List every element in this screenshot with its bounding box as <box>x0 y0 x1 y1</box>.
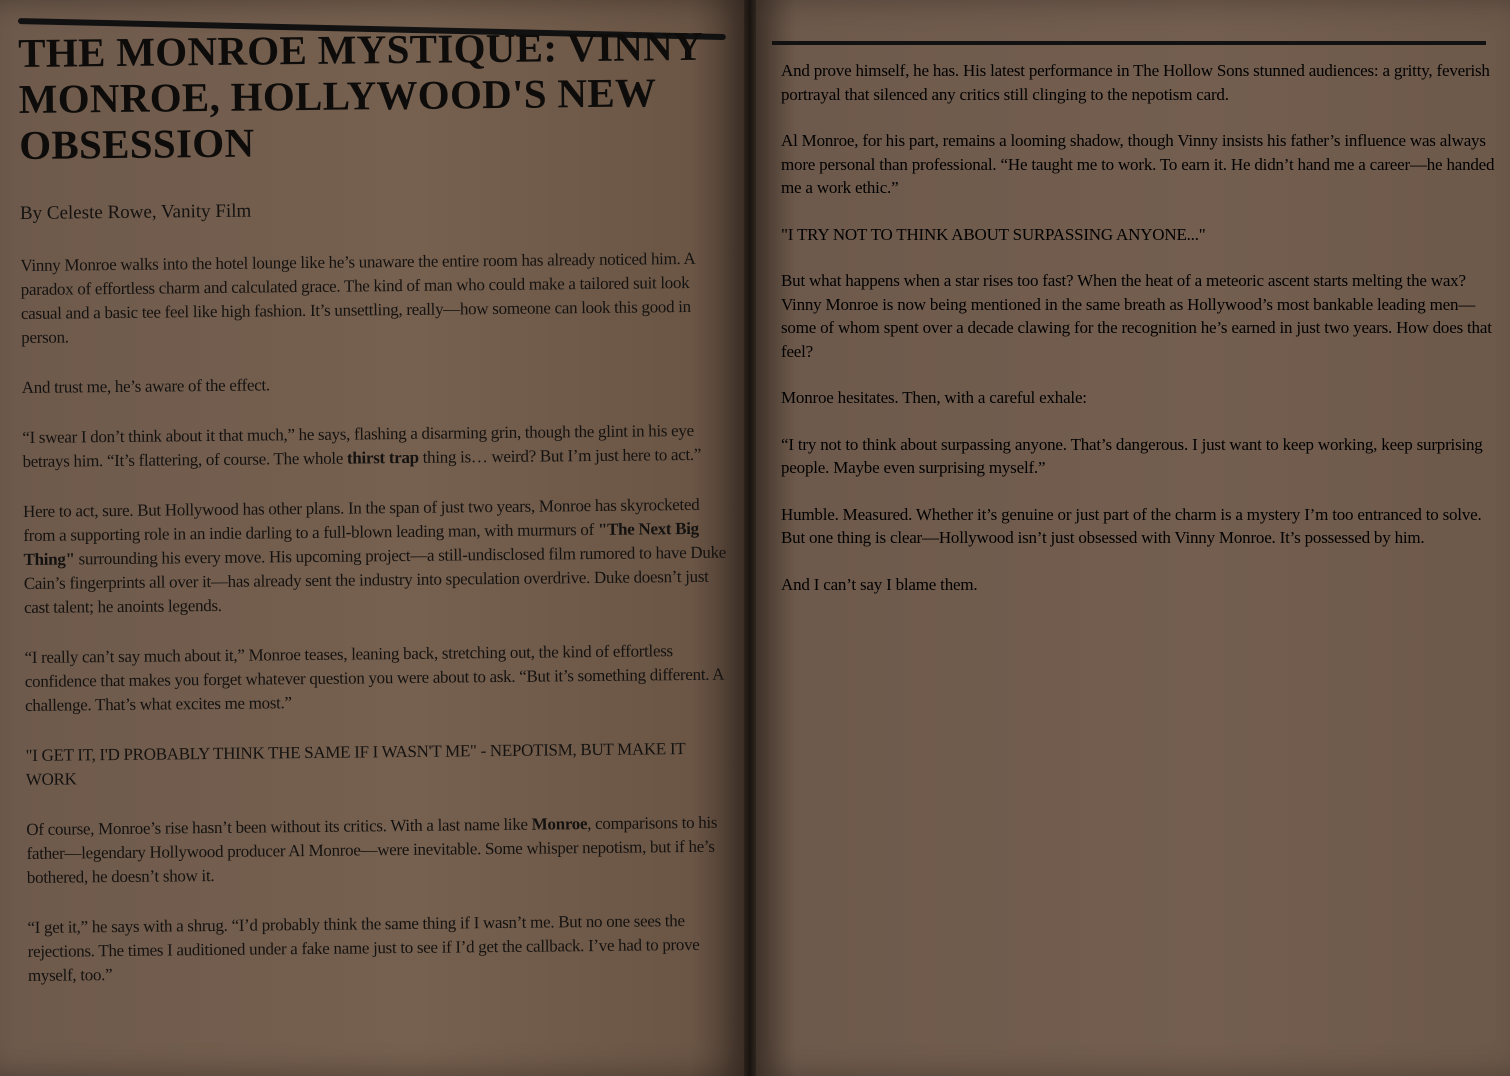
paragraph-text: Here to act, sure. But Hollywood has other plans. In the span of just two years, Monroe has skyrocketed from a supporting role in an indie darling to a full-blown leading man, with murmurs of <box>22 494 700 545</box>
paragraph-thirst-trap <box>22 419 734 474</box>
paragraph-aware: And trust me, he’s aware of the effect. <box>21 375 270 397</box>
left-body-text <box>20 247 740 988</box>
paragraph-text: surrounding his every move. His upcoming project—a still-undisclosed film rumored to have Duke Cain’s fingerprints all over it—has already sent the industry into speculation overdrive. Duke doesn’t just cast talent; he anoints legends. <box>23 542 727 617</box>
paragraph-critics <box>26 811 739 890</box>
bold-phrase: Monroe <box>531 814 588 834</box>
bold-phrase: thirst trap <box>346 447 419 468</box>
paragraph-get-it: “I get it,” he says with a shrug. “I’d probably think the same thing if I wasn’t me. But no one sees the rejections. The times I auditioned under a fake name just to see if I’d get the callback. I’ve had to prove myself, too.” <box>27 911 700 985</box>
paragraph-text: , comparisons to his father—legendary Hollywood producer Al Monroe—were inevitable. Some whisper nepotism, but if he’s bothered, he doesn’t show it. <box>26 812 718 887</box>
bold-phrase: "The Next Big Thing" <box>23 518 699 569</box>
pullquote-nepotism: "I GET IT, I'D PROBABLY THINK THE SAME IF I WASN'T ME" - NEPOTISM, BUT MAKE IT WORK <box>25 739 686 789</box>
paragraph-teases: “I really can’t say much about it,” Monroe teases, leaning back, stretching out, the kind of effortless confidence that makes you forget whatever question you were about to ask. “But it’s something different. A challenge. That’s what excites me most.” <box>24 641 724 715</box>
left-page <box>0 0 750 1076</box>
right-article-column <box>781 59 1503 619</box>
paragraph-hollywood-plans <box>23 493 736 620</box>
article-headline: THE MONROE MYSTIQUE: VINNY MONROE, HOLLYWOOD'S NEW OBSESSION <box>18 22 702 168</box>
paragraph-hesitates: Monroe hesitates. Then, with a careful exhale: <box>781 388 1087 407</box>
paragraph-star-rises: But what happens when a star rises too fast? When the heat of a meteoric ascent starts melting the wax? Vinny Monroe is now being mentioned in the same breath as Hollywood’s most bankable leading men—some of whom spent over a decade clawing for the recognition he’s earned in just two years. How does that feel? <box>781 271 1492 361</box>
paragraph-closing: And I can’t say I blame them. <box>781 574 978 594</box>
paragraph-prove-himself: And prove himself, he has. His latest performance in The Hollow Sons stunned audiences: a gritty, feverish portrayal that silenced any critics still clinging to the nepotism card. <box>781 61 1490 104</box>
paragraph-quote-surpassing: “I try not to think about surpassing anyone. That’s dangerous. I just want to keep working, keep surprising people. Maybe even surprising myself.” <box>781 434 1483 477</box>
paragraph-text: “I swear I don’t think about it that much,” he says, flashing a disarming grin, though the glint in his eye betrays him. “It’s flattering, of course. The whole <box>22 420 694 471</box>
paragraph-humble: Humble. Measured. Whether it’s genuine or just part of the charm is a mystery I’m too entranced to solve. But one thing is clear—Hollywood isn’t just obsessed with Vinny Monroe. It’s possessed by him. <box>781 504 1482 547</box>
paragraph-intro: Vinny Monroe walks into the hotel lounge like he’s unaware the entire room has already noticed him. A paradox of effortless charm and calculated grace. The kind of man who could make a tailored suit look casual and a basic tee feel like high fashion. It’s unsettling, really—how someone can look this good in person. <box>20 248 695 347</box>
article-byline: By Celeste Rowe, Vanity Film <box>19 200 252 224</box>
left-article-column <box>18 23 740 1014</box>
right-header-rule <box>772 41 1486 45</box>
pullquote-surpassing: "I TRY NOT TO THINK ABOUT SURPASSING ANYONE..." <box>781 224 1206 244</box>
paragraph-al-monroe: Al Monroe, for his part, remains a looming shadow, though Vinny insists his father’s influence was always more personal than professional. “He taught me to work. To earn it. He didn’t hand me a career—he handed me a work ethic.” <box>781 131 1495 197</box>
paragraph-text: Of course, Monroe’s rise hasn’t been without its critics. With a last name like <box>26 814 532 839</box>
page-gutter <box>744 0 756 1076</box>
paragraph-text: thing is… weird? But I’m just here to act.” <box>418 444 702 467</box>
